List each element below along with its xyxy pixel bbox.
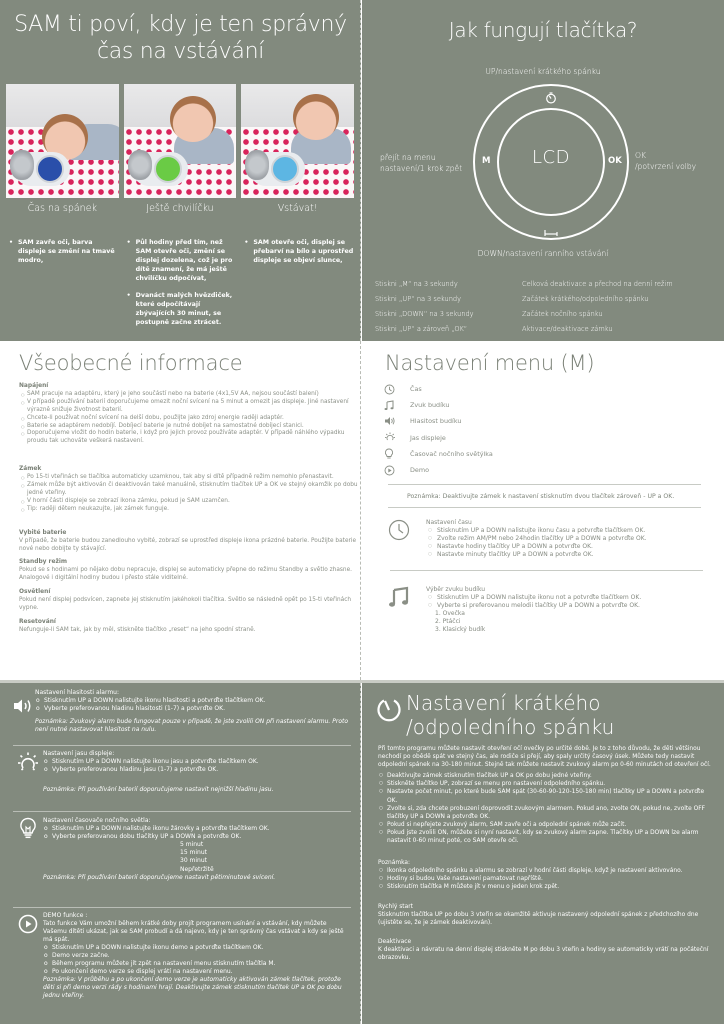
info-item: ○ Baterie se adaptérem nedobíjí. Dobíjecí baterie je nutné dobíjet na samostatné dobíjecí stanici. [19,423,359,431]
down-button-label: DOWN/nastavení ranního vstávání [477,249,609,258]
nap-panel-title [376,691,614,739]
volume-setting-section [13,689,353,734]
command-row [375,322,715,337]
setting-step: o Vyberte preferovanou hladinu hlasitosti (1-7) a potvrďte OK. [35,705,353,713]
setting-step: o Vyberte preferovanou hladinu jasu (1-7) a potvrďte OK. [43,766,273,774]
command-table [375,277,715,337]
command-result: Začátek nočního spánku [522,310,603,318]
nap-note: ○ Stisknutím tlačítka M můžete jít v menu o jeden krok zpět. [378,883,714,891]
nap-notes [378,859,714,891]
brightness-icon [17,752,39,794]
lightbulb-icon [384,448,410,460]
melody-option: 2. Ptáčci [435,618,461,625]
command-result: Aktivace/deaktivace zámku [522,325,613,333]
display-color-swatch [36,155,64,183]
wake-panel-title: SAM ti poví, kdy je ten správný čas na vstávání [14,12,347,64]
command-result: Začátek krátkého/odpoledního spánku [522,295,649,303]
standby-text: Pokud se s hodinami po nějako dobu nepracuje, displej se automaticky přepne do režimu Standby a světlo zhasne. Analogové i digitální hodiny budou i přesto stále viditelné. [19,567,352,582]
volume-heading: Nastavení hlasitosti alarmu: [35,689,120,696]
power-heading: Napájení [19,383,49,389]
melody-option: 1. Ovečka [435,610,465,617]
sound-setting-heading: Výběr zvuku budíku [426,586,486,593]
light-section [19,589,359,613]
nap-note: ○ Hodiny si budou Vaše nastavení pamatovat napříště. [378,875,714,883]
menu-item-label: Demo [410,466,429,475]
nap-steps [378,772,714,845]
menu-item-label: Čas [410,385,422,394]
brightness-heading: Nastavení jasu displeje: [43,750,115,757]
nightlight-setting-section [13,817,353,882]
info-item: ○ V horní části displeje se zobrazí ikona zámku, pokud je SAM uzamčen. [19,498,359,506]
up-button-label: UP/nastavení krátkého spánku [485,67,601,76]
stage-bullet: • Dvanáct malých hvězdiček, které odpočítávají zbývajících 30 minut, se postupně začne ztrácet. [124,291,237,327]
stage-photos [6,84,354,198]
play-icon [384,465,410,476]
play-icon [18,914,38,1000]
speaker-icon [384,416,410,426]
brightness-icon [384,432,410,444]
wake-stages-panel [0,0,361,341]
nap-step: ○ Pokud jste zvolili ON, můžete si nyní nastavit, kdy se zvukový alarm zapne. Tlačítky UP a DOWN lze alarm nastavit 0-60 minut poté, co SAM otevře oči. [378,829,714,845]
ok-button-description: /potvrzení volby [635,162,697,171]
menu-item-label: Hlasitost budíku [410,417,462,426]
nightlight-heading: Nastavení časovače nočního světla: [43,817,151,824]
child-sleeping-photo [6,84,119,198]
info-item: ○ Doporučujeme vložit do hodin baterie, i když pro jejich provoz používáte adaptér. V případě náhlého výpadku proudu tak uchováte veškerá nastavení. [19,430,359,446]
setting-step: ○ Vyberte si preferovanou melodii tlačítky UP a DOWN a potvrďte OK. [428,602,641,610]
lock-heading: Zámek [19,466,42,473]
command-row [375,292,715,307]
lcd-label: LCD [532,147,570,168]
brightness-setting-section [13,750,353,794]
quick-start-heading: Rychlý start [378,903,413,910]
stage-captions [6,203,354,214]
setting-step: ○ Zvolte režim AM/PM nebo 24hodin tlačítky UP a DOWN a potvrďte OK. [428,535,647,543]
menu-item-nightlight [384,446,493,462]
demo-intro: Tato funkce Vám umožní během krátké doby projít programem usínání a vstávání, kdy můžete Vašemu dítěti ukázat, jak se SAM probudí a dá najevo, kdy je ten správný čas vstávat a kdy se ještě má spát. [43,920,344,943]
menu-item-volume [384,413,493,429]
divider [390,570,703,571]
demo-section [13,912,353,1000]
display-color-swatch [271,155,299,183]
nap-step: ○ Stiskněte tlačítko UP, zobrazí se menu pro nastavení odpoledního spánku. [378,780,714,788]
stage-descriptions [6,238,354,335]
time-setting-heading: Nastavení času [426,519,472,526]
setting-step: o Stisknutím UP a DOWN nalistujte ikonu žárovky a potvrďte tlačítkem OK. [43,825,275,833]
clock-icon [388,526,410,545]
setting-step: ○ Stisknutím UP a DOWN nalistujte ikonu času a potvrďte tlačítkem OK. [428,527,647,535]
setting-step: o Stisknutím UP a DOWN nalistujte ikonu demo a potvrďte tlačítkem OK. [43,944,349,952]
menu-item-sound [384,397,493,413]
child-awake-photo [241,84,354,198]
general-info-title: Všeobecné informace [19,351,243,375]
nap-title-line2: /odpoledního spánku [406,715,615,739]
reset-section [19,619,359,635]
time-setting-section [388,519,708,559]
nap-note-heading: Poznámka: [378,860,411,867]
menu-item-label: Časovač nočního světýlka [410,449,493,458]
command-action: Stiskni „UP“ na 3 sekundy [375,295,461,303]
reset-heading: Resetování [19,618,56,625]
setting-step: o Vyberte preferovanou dobu tlačítky UP a DOWN a potvrďte OK. [43,833,275,841]
divider [388,484,701,485]
deactivation-heading: Deaktivace [378,938,412,945]
duration-option: 5 minut [180,841,204,848]
nap-panel [362,683,724,1024]
setting-step: o Během programu můžete jít zpět na nastavení menu stisknutím tlačítla M. [43,960,349,968]
bed-icon [544,222,558,241]
standby-section [19,559,359,583]
setting-step: o Stisknutím UP a DOWN nalistujte ikonu jasu a potvrďte tlačítkem OK. [43,758,273,766]
setting-step: o Po ukončení demo verze se displej vrátí na nastavení menu. [43,968,349,976]
menu-item-demo [384,462,493,478]
display-color-swatch [154,155,182,183]
stage-caption: Vstávat! [277,203,318,214]
stage-bullet: • SAM zavře oči, barva displeje se změní na tmavě modro, [6,238,119,265]
duration-option: Nepřetržitě [180,865,214,873]
power-section [19,383,359,446]
menu-item-brightness [384,430,493,446]
light-text: Pokud není displej podsvícen, zapnete jej stisknutím jakéhokoli tlačítka. Světlo se následně opět po 15-ti vteřinách vypne. [19,597,352,611]
command-action: Stiskni „M“ na 3 sekundy [375,280,458,288]
speaker-icon [13,698,35,734]
menu-item-label: Jas displeje [410,433,446,442]
setting-step: ○ Stisknutím UP a DOWN nalistujte ikonu not a potvrďte tlačítkem OK. [428,594,641,602]
stage-caption: Čas na spánek [27,203,98,214]
deactivation-text: K deaktivaci a návratu na denní displej stiskněte M po dobu 3 vteřin a hodiny se automaticky vrátí na počáteční obrazovku. [378,946,709,961]
nap-timer-icon [545,89,557,108]
setting-step: o Stisknutím UP a DOWN nalistujte ikonu hlasitosti a potvrďte tlačítkem OK. [35,697,353,705]
battery-section [19,530,359,554]
command-row [375,277,715,292]
light-heading: Osvětlení [19,589,51,596]
info-item: ○ SAM pracuje na adaptéru, který je jeho součástí nebo na baterie (4x1,5V AA, nejsou součástí balení) [19,391,359,399]
stage-caption: Ještě chvilíčku [146,203,214,214]
battery-text: V případě, že baterie budou zanedlouho vybité, zobrazí se uprostřed displeje ikona prázdné baterie. Použijte baterie nové nebo dobijte ty stávající. [19,537,357,552]
battery-heading: Vybité baterie [19,529,67,536]
menu-list [384,381,493,478]
menu-item-label: Zvuk budíku [410,401,450,410]
ok-button[interactable]: OK [608,156,622,166]
nap-title-line1: Nastavení krátkého [406,691,601,715]
m-button[interactable]: M [482,156,491,166]
brightness-note: Poznámka: Při používání baterií doporučujeme nastavit nejnižší hladinu jasu. [43,786,274,793]
divider [13,811,351,812]
buttons-panel [362,0,724,341]
music-note-icon [384,400,410,411]
standby-heading: Standby režim [19,559,68,566]
child-reading-photo [124,84,237,198]
settings-panel [0,683,361,1024]
lock-section [19,466,359,513]
info-item: ○ Po 15-ti vteřinách se tlačítka automaticky uzamknou, tak aby si dítě případně režim nemohlo přenastavit. [19,474,359,482]
setting-step: o Demo verze začne. [43,952,349,960]
general-info-panel [0,341,361,680]
buttons-panel-title: Jak fungují tlačítka? [448,18,638,42]
quick-start-section [378,903,714,927]
command-action: Stiskni „UP“ a zároveň „OK“ [375,325,468,333]
divider [13,907,351,908]
sound-setting-section [388,586,708,634]
command-result: Celková deaktivace a přechod na denní režim [522,280,673,288]
stage-bullet: • SAM otevře oči, displej se přebarví na bílo a uprostřed displeje se objeví slunce, [241,238,354,265]
duration-option: 30 minut [180,857,208,865]
info-item: ○ Tip: raději dětem neukazujte, jak zámek funguje. [19,506,359,514]
menu-item-time [384,381,493,397]
nap-step: ○ Pokud si nepřejete zvukový alarm, SAM zavře oči a odpolední spánek může začít. [378,821,714,829]
volume-note: Poznámka: Zvukový alarm bude fungovat pouze v případě, že jste zvolili ON při nastavení alarmu. Proto není nutné nastavovat hlasitost na nulu. [35,718,349,733]
setting-step: ○ Nastavte minuty tlačítky UP a DOWN a potvrďte OK. [428,551,647,559]
command-action: Stiskni „DOWN“ na 3 sekundy [375,310,474,318]
m-button-label: přejít na menu nastavení/1 krok zpět [380,153,463,173]
info-item: ○ V případě používání baterií doporučujeme omezit noční svícení na 5 minut a omezit jas displeje. Jiné nastavení výrazně snižuje životnost baterií. [19,399,359,415]
ok-button-label: OK [635,151,646,160]
divider [13,745,351,746]
demo-note: Poznámka: V průběhu a po ukončení demo verze je automaticky aktivován zámek tlačítek, protože děti si při demo verzi rády s hodinami hrají. Deaktivujte zámek stisknutím tlačítek UP a OK po dobu jednu vteřiny. [43,976,342,999]
deactivation-section [378,938,714,962]
command-row [375,307,715,322]
menu-panel-title: Nastavení menu (M) [385,351,595,375]
setting-step: ○ Nastavte hodiny tlačítky UP a DOWN a potvrďte OK. [428,543,647,551]
info-item: ○ Chcete-li používat noční svícení na delší dobu, použijte jako zdroj energie raději adaptér. [19,415,359,423]
demo-heading: DEMO funkce : [43,912,88,919]
nap-intro: Při tomto programu můžete nastavit otevření očí ovečky po určité době. Je to z toho důvodu, že děti většinou nechodí po obědě spát ve stejný čas, ale rodiče si přejí, aby spaly určitý časový úsek. Můžete tedy nastavit odpolední spánek na 30-180 minut. Stejně tak můžete nastavit zvukový alarm po 0-60 minutách od otevření očí. [378,746,711,769]
reset-text: Nefunguje-li SAM tak, jak by měl, stiskněte tlačítko „reset“ na jeho spodní straně. [19,626,256,633]
info-item: ○ Zámek může být aktivován či deaktivován také manuálně, stisknutím tlačítek UP a OK ve stejný okamžik po dobu jedné vteřiny. [19,482,359,498]
nap-note: ○ Ikonka odpoledního spánku a alarmu se zobrazí v hodní části displeje, když je nastavení aktivováno. [378,867,714,875]
music-note-icon [388,593,410,612]
menu-panel [362,341,724,680]
stage-bullet: • Půl hodiny před tím, než SAM otevře oči, změní se displej dozelena, což je pro dítě znamení, že má ještě chvilíčku odpočívat, [124,238,237,283]
nap-step: ○ Nastavte počet minut, po které bude SAM spát (30-60-90-120-150-180 min) tlačítky UP a DOWN a potvrďte OK. [378,788,714,804]
nap-step: ○ Deaktivujte zámek stisknutím tlačítek UP a OK po dobu jedné vteřiny. [378,772,714,780]
lightbulb-icon [19,817,37,882]
quick-start-text: Stisknutím tlačítka UP po dobu 3 vteřin se okamžitě aktivuje nastavený odpolední spánek z předchozího dne (ujistěte se, že je zámek deaktivován). [378,911,699,926]
melody-option: 3. Klasický budík [435,626,486,633]
menu-note: Poznámka: Deaktivujte zámek k nastavení stisknutím dvou tlačítek zároveň - UP a OK. [407,493,675,500]
clock-icon [384,384,410,395]
duration-option: 15 minut [180,849,208,857]
divider [388,507,701,508]
nap-step: ○ Zvolte si, zda chcete probuzení doprovodit zvukovým alarmem. Pokud ano, zvolte ON, pokud ne, zvolte OFF tlačítky UP a DOWN a potvrďte OK. [378,805,714,821]
nightlight-note: Poznámka: Při používání baterií doporučujeme nastavit pětiminutové svícení. [43,873,276,881]
